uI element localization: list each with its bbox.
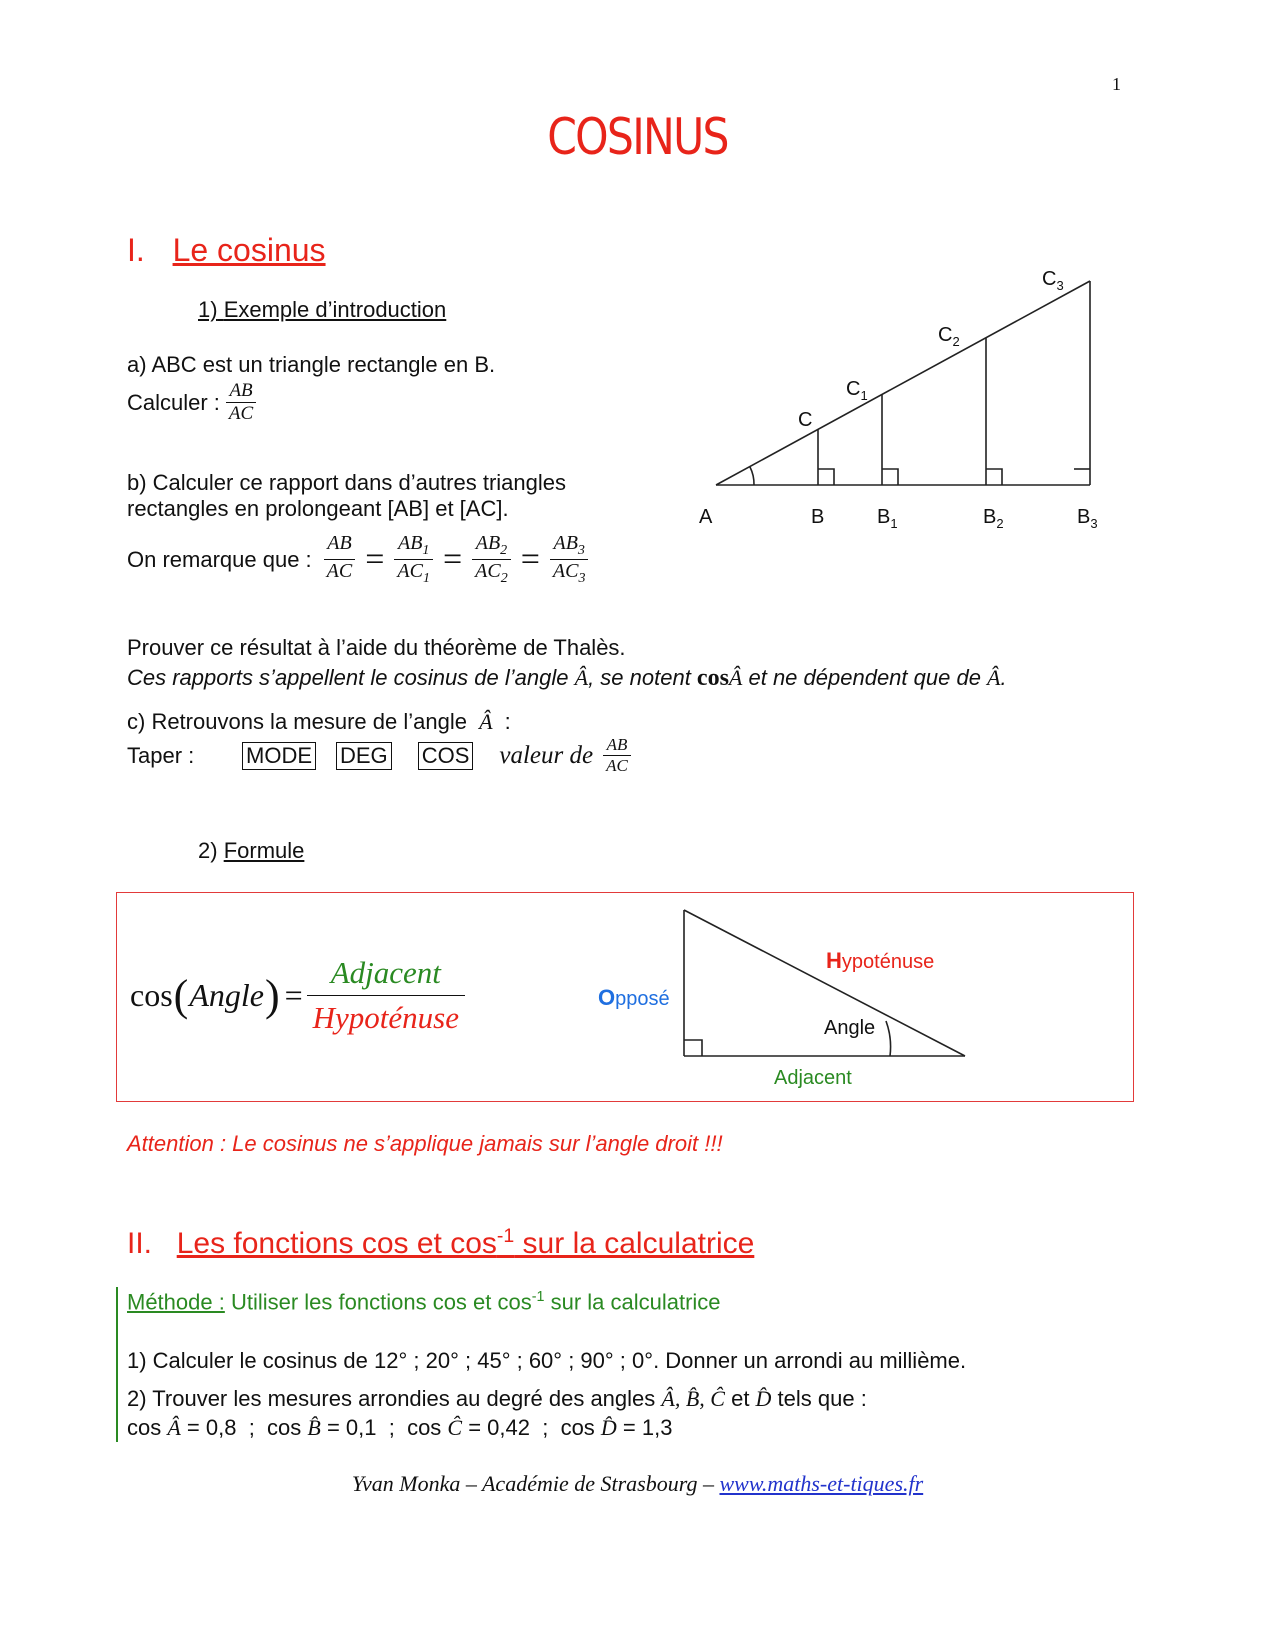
formula-cos: cos [130,977,173,1013]
label-b3: $B_3$ [1077,506,1098,531]
subsection-1-label: Exemple d’introduction [223,297,447,322]
question-b [127,470,566,522]
label-c2: $C_2$ [938,324,960,349]
subsection-1-heading [198,297,446,323]
label-b2: $B_2$ [983,506,1004,531]
formula-denominator: Hypoténuse [312,1000,459,1035]
footer-text: Yvan Monka – Académie de Strasbourg – [351,1471,720,1496]
ratio-ab-ac-small: $\frac{AB}{AC}$ [603,735,631,776]
taper-line [127,735,631,776]
valeur-de: valeur de [499,741,594,769]
subsection-2-label: Formule [223,838,305,863]
equals-sign: = [520,540,540,578]
calculer-label: Calculer : [127,389,220,415]
ratio-0: $\frac{AB}{AC}$ [324,532,356,587]
label-a: A [699,506,713,528]
cosine-formula: cos ( Angle ) = $\frac{\text{Adjacent}}{\text{Hypoténuse}}$ [130,955,465,1036]
adjacent-label: Adjacent [774,1067,852,1089]
formula-numerator: Adjacent [307,955,465,996]
footer [0,1471,1275,1497]
methode-bar [116,1287,118,1442]
page-number: 1 [1112,74,1121,94]
taper-label: Taper : [127,742,195,768]
page-title: COSINUS [547,108,728,166]
methode-label: Méthode : [127,1289,225,1315]
label-c3: $C_3$ [1042,268,1064,293]
section-2-title: Les fonctions cos et $\cos^{-1}$ sur la calculatrice [176,1225,755,1260]
right-triangle-figure [590,900,970,1095]
footer-link[interactable]: www.maths-et-tiques.fr [719,1471,924,1496]
ratio-3: $\frac{AB_3}{AC_3}$ [550,532,589,587]
attention-note: Attention : Le cosinus ne s’applique jamais sur l’angle droit !!! [127,1131,723,1156]
nested-triangles-figure [690,260,1120,540]
label-c: C [798,409,813,431]
exercise-q1: 1) Calculer le cosinus de 12° ; 20° ; 45° ; 60° ; 90° ; 0°. Donner un arrondi au millième. [127,1348,967,1373]
calculer-line [127,380,256,425]
exercise-q2-values: cos Â = 0,8 ; cos B̂ = 0,1 ; cos Ĉ = 0,42 ; cos D̂ = 1,3 [127,1415,673,1440]
exercise-q2: 2) Trouver les mesures arrondies au degré des angles Â, B̂, Ĉ et D̂ tels que : [127,1386,867,1411]
section-1-number: I. [127,232,145,268]
subsection-2-number: 2) [198,838,218,863]
key-mode: MODE [242,742,316,770]
question-c: c) Retrouvons la mesure de l’angle Â : [127,709,511,734]
section-1-title: Le cosinus [172,232,326,268]
ratio-numerator: AB [226,380,256,403]
prouver-text: Prouver ce résultat à l’aide du théorème de Thalès. [127,635,626,660]
oppose-label: Opposé [598,985,670,1010]
formula-angle: Angle [189,977,264,1013]
question-b-line-1: b) Calculer ce rapport dans d’autres triangles [127,470,567,495]
section-1-heading [127,232,326,269]
ratio-ab-ac [226,380,256,425]
remarque-line [127,532,588,587]
subsection-1-number: 1) [198,297,218,322]
ratio-2: $\frac{AB_2}{AC_2}$ [472,532,511,587]
label-c1: $C_1$ [846,378,868,403]
cosinus-definition: Ces rapports s’appellent le cosinus de l’angle Â, se notent cosÂ et ne dépendent que de Â. [127,665,1007,691]
key-deg: DEG [336,742,392,770]
remarque-label: On remarque que : [127,546,312,572]
angle-label: Angle [824,1017,876,1039]
key-cos: COS [418,742,474,770]
methode-heading: Méthode : Utiliser les fonctions cos et $\cos^{-1}$ sur la calculatrice [127,1289,721,1315]
question-a: a) ABC est un triangle rectangle en B. [127,352,496,377]
ratio-1: $\frac{AB_1}{AC_1}$ [394,532,433,587]
equals-sign: = [442,540,463,578]
equals-sign: = [365,540,385,578]
hypotenuse-label: Hypoténuse [826,948,935,973]
question-b-line-2: rectangles en prolongeant [AB] et [AC]. [127,496,509,521]
subsection-2-heading [198,838,304,864]
formula-fraction [307,955,465,1036]
section-2-number: II. [127,1227,153,1260]
label-b1: $B_1$ [877,506,898,531]
label-b: B [811,506,825,528]
section-2-heading [127,1225,754,1261]
ratio-denominator: AC [228,403,254,424]
